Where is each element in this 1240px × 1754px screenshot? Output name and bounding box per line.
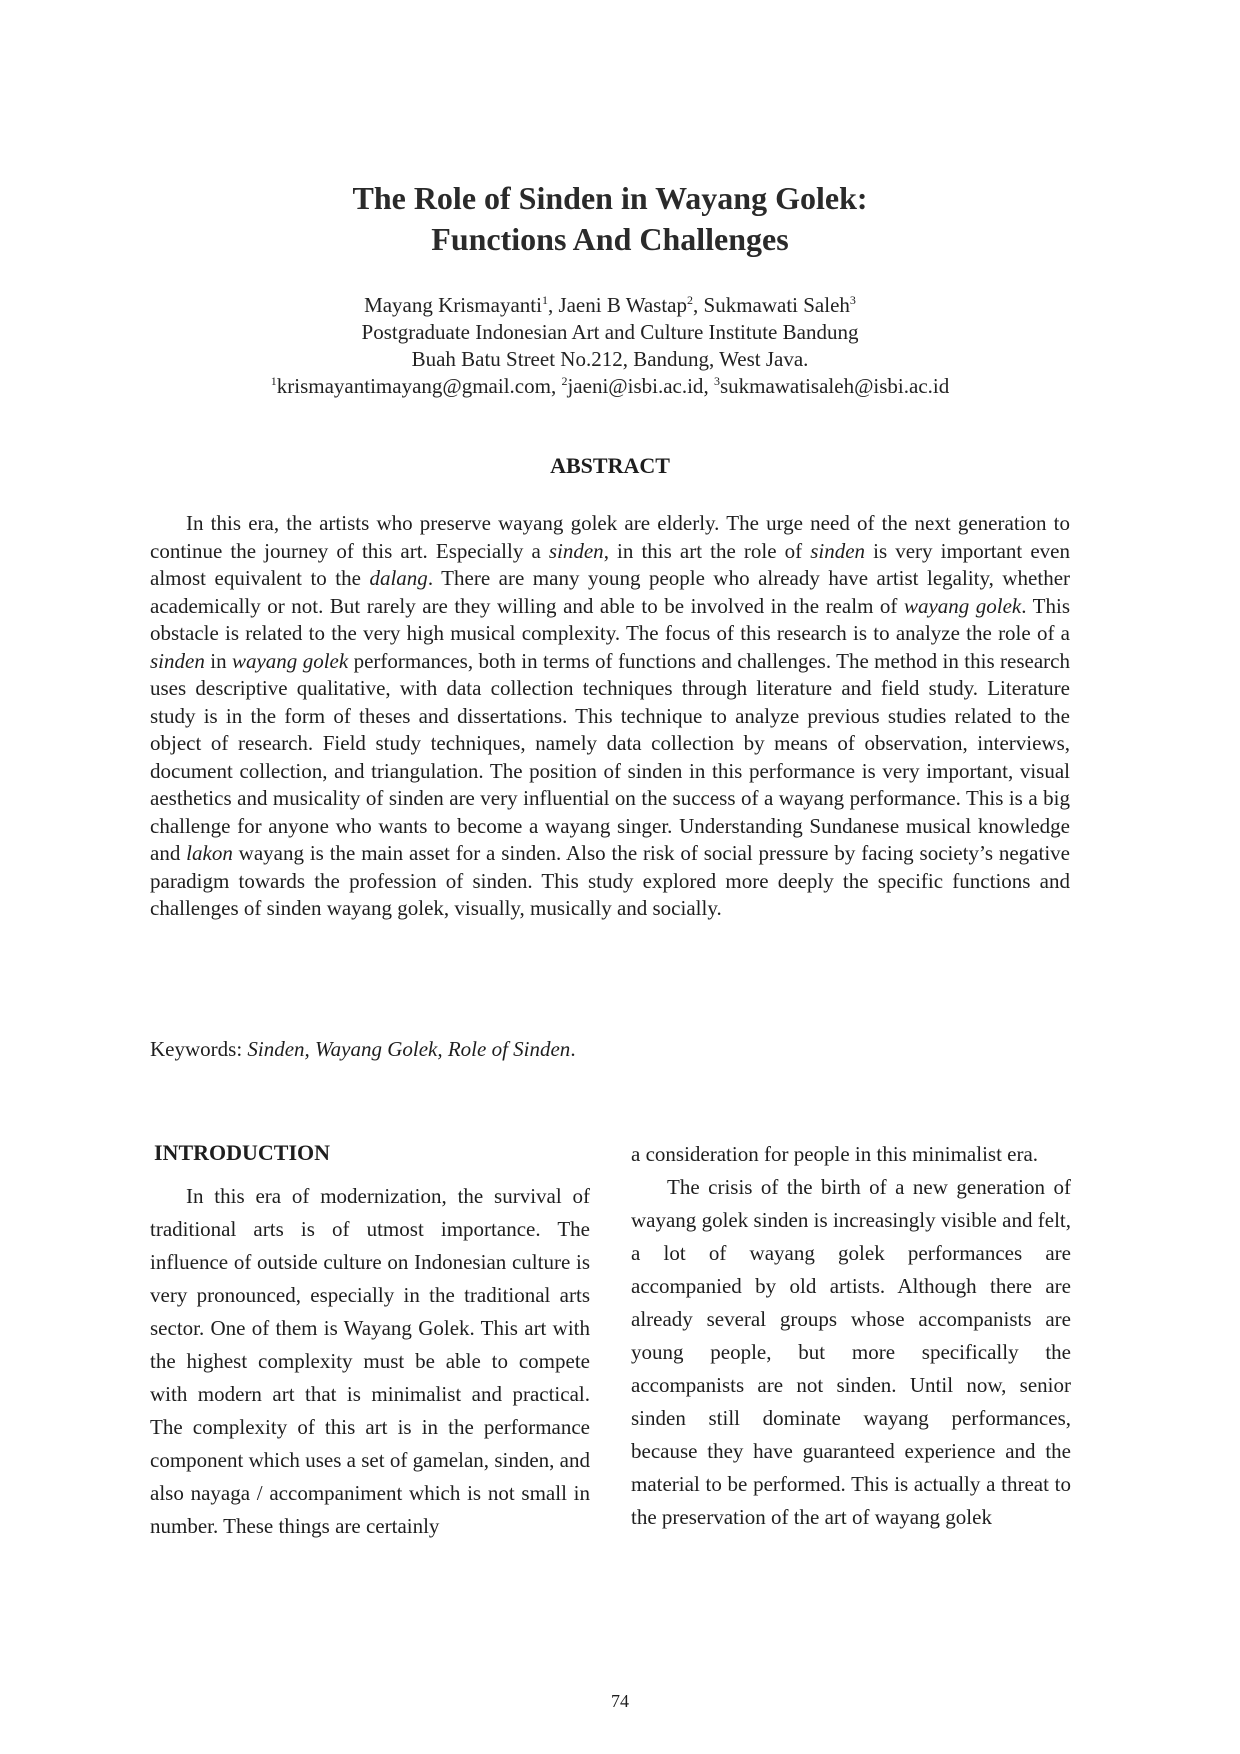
email-mark: 1	[270, 374, 277, 388]
author-affiliation-mark: 2	[687, 293, 694, 307]
author-block	[150, 292, 1070, 400]
email-list	[150, 373, 1070, 400]
abstract-italic-term: sinden	[548, 538, 604, 563]
introduction-continuation: a consideration for people in this minimalist era.	[631, 1142, 1039, 1166]
email-link[interactable]: sukmawatisaleh@isbi.ac.id	[719, 374, 950, 398]
keywords-values: Sinden, Wayang Golek, Role of Sinden	[247, 1037, 571, 1061]
title-line-1: The Role of Sinden in Wayang Golek:	[352, 180, 868, 216]
email-link[interactable]: krismayantimayang@gmail.com	[276, 374, 551, 398]
abstract-italic-term: sinden	[810, 538, 866, 563]
abstract-italic-term: dalang	[369, 566, 428, 590]
keywords-label: Keywords:	[150, 1037, 248, 1061]
author-affiliation-mark: 1	[541, 293, 548, 307]
abstract-italic-term: lakon	[186, 841, 233, 865]
email-link[interactable]: jaeni@isbi.ac.id	[567, 374, 704, 398]
author-name: Sukmawati Saleh	[703, 293, 850, 317]
abstract-heading: ABSTRACT	[550, 453, 670, 478]
author-separator: ,	[693, 293, 704, 317]
address: Buah Batu Street No.212, Bandung, West Java.	[411, 347, 809, 371]
abstract-segment: In this era, the artists who preserve wayang golek are elderly. The urge need of the next generation to continue the journey of this art. Especially a	[150, 511, 1070, 563]
keywords-end: .	[570, 1037, 576, 1061]
title-line-2: Functions And Challenges	[431, 221, 789, 257]
keywords-line	[150, 1036, 1070, 1064]
author-affiliation-mark: 3	[849, 293, 856, 307]
introduction-paragraph-1: In this era of modernization, the survival of traditional arts is of utmost importance. The influence of outside culture on Indonesian culture is very pronounced, especially in the traditional arts sector. One of them is Wayang Golek. This art with the highest complexity must be able to compete with modern art that is minimalist and practical. The complexity of this art is in the performance component which uses a set of gamelan, sinden, and also nayaga / accompaniment which is not small in number. These things are certainly	[150, 1184, 590, 1538]
author-separator: ,	[547, 293, 559, 317]
abstract-italic-term: wayang golek	[903, 593, 1022, 618]
abstract-segment: in	[204, 648, 232, 673]
abstract-segment: . There are many young people who already have artist legality, whether academically or not. But rarely are they willing and able to be involved in the realm of	[150, 566, 1071, 618]
abstract-segment: wayang is the main asset for a sinden. Also the risk of social pressure by facing society’s negative paradigm towards the profession of sinden. This study explored more deeply the specific functions and challenges of sinden wayang golek, visually, musically and socially.	[150, 841, 1070, 920]
email-mark: 3	[713, 374, 720, 388]
email-separator: ,	[703, 374, 714, 398]
page-number: 74	[611, 1691, 629, 1711]
paper-title	[150, 178, 1070, 260]
abstract-segment: , in this art the role of	[603, 538, 811, 563]
affiliation: Postgraduate Indonesian Art and Culture Institute Bandung	[361, 320, 859, 344]
right-column	[631, 1138, 1071, 1534]
introduction-heading: INTRODUCTION	[154, 1140, 331, 1165]
author-list	[150, 292, 1070, 319]
abstract-italic-term: wayang golek	[231, 648, 349, 673]
email-separator: ,	[550, 374, 562, 398]
abstract-segment: . This obstacle is related to the very high musical complexity. The focus of this research is to analyze the role of a	[150, 593, 1070, 645]
author-name: Mayang Krismayanti	[364, 293, 542, 317]
abstract-italic-term: sinden	[150, 648, 205, 673]
abstract-segment: performances, both in terms of functions and challenges. The method in this research uses descriptive qualitative, with data collection techniques through literature and field study. Literature study is in the form of theses and dissertations. This technique to analyze previous studies related to the object of research. Field study techniques, namely data collection by means of observation, interviews, document collection, and triangulation. The position of sinden in this performance is very important, visual aesthetics and musicality of sinden are very influential on the success of a wayang performance. This is a big challenge for anyone who wants to become a wayang singer. Understanding Sundanese musical knowledge and	[150, 648, 1070, 865]
left-column	[150, 1138, 590, 1543]
abstract-segment: is very important even almost equivalent to the	[150, 538, 1070, 590]
author-name: Jaeni B Wastap	[558, 293, 688, 317]
abstract-text	[150, 510, 1070, 923]
introduction-paragraph-2: The crisis of the birth of a new generation of wayang golek sinden is increasingly visible and felt, a lot of wayang golek performances are accompanied by old artists. Although there are already several groups whose accompanists are young people, but more specifically the accompanists are not sinden. Until now, senior sinden still dominate wayang performances, because they have guaranteed experience and the material to be performed. This is actually a threat to the preservation of the art of wayang golek	[631, 1175, 1071, 1529]
email-mark: 2	[561, 374, 568, 388]
